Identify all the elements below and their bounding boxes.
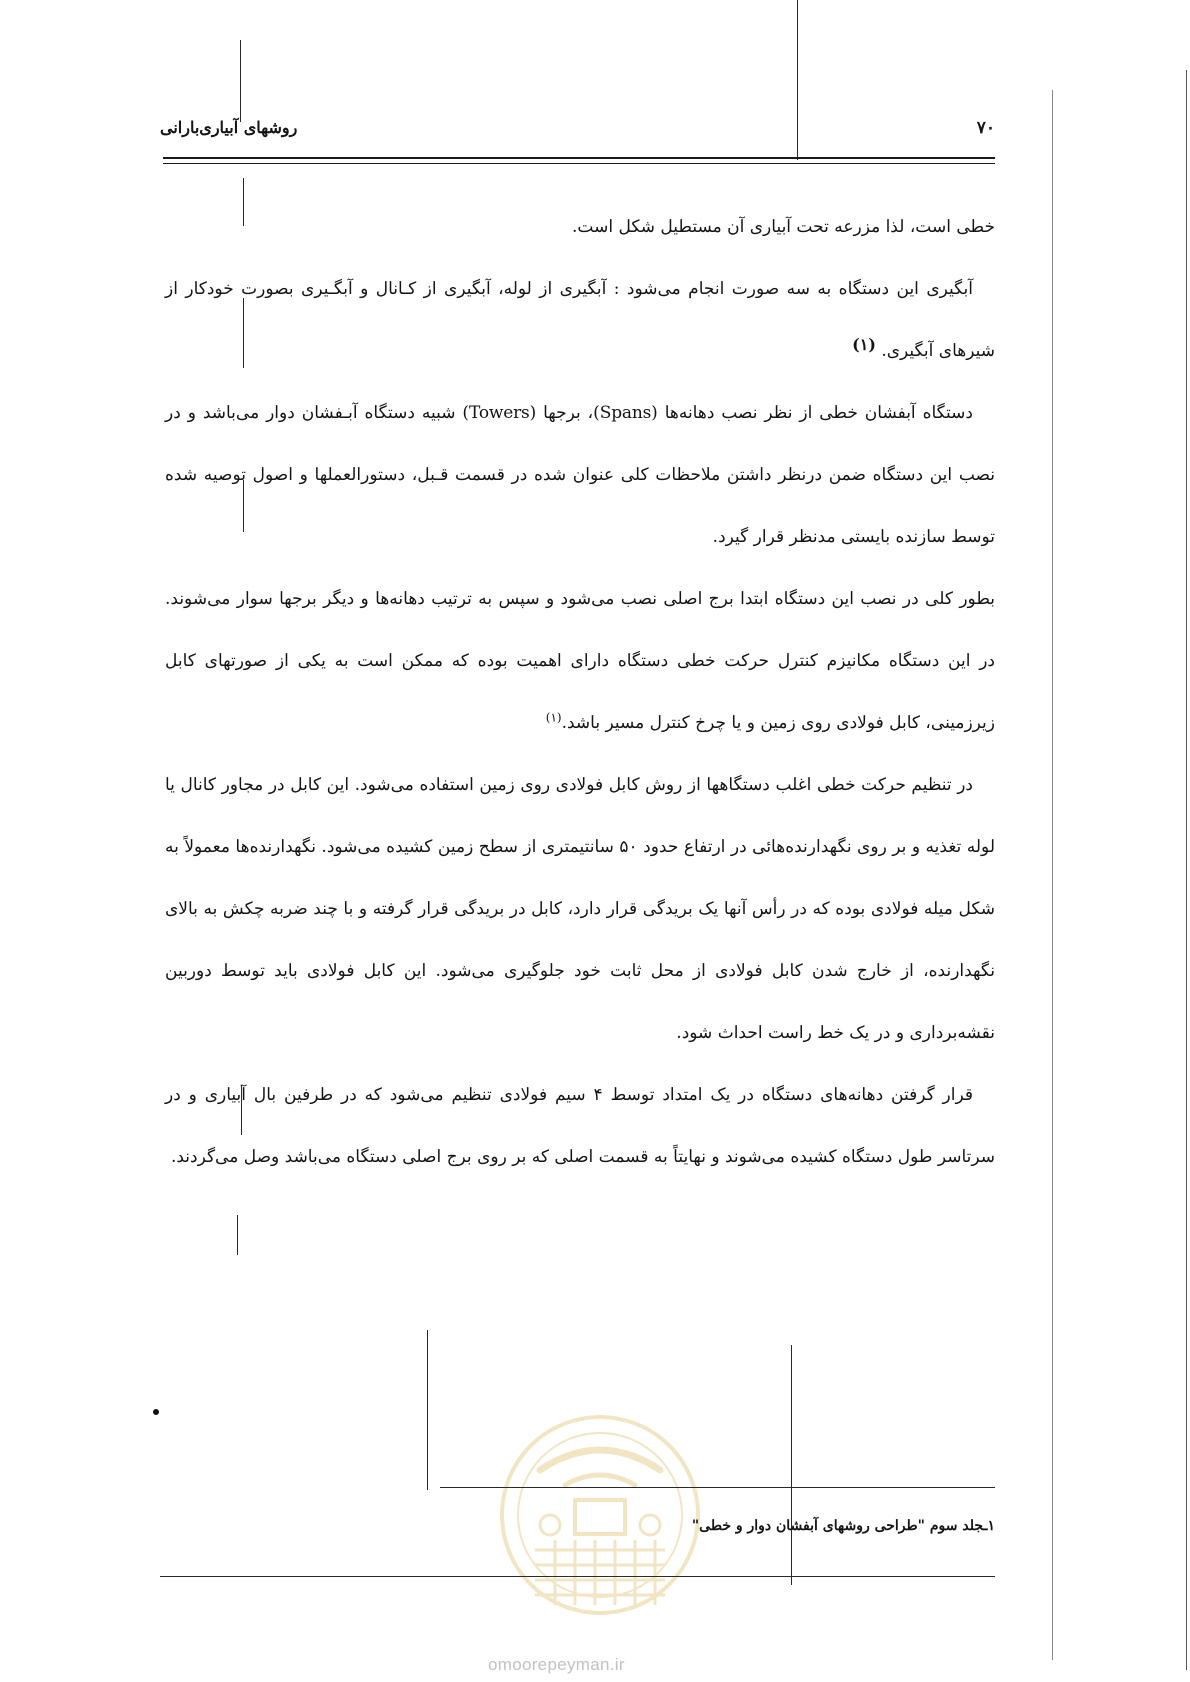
paragraph: [165, 1064, 995, 1188]
page-header: [160, 118, 995, 148]
footnote-marker: (۱): [545, 710, 562, 725]
header-rule-thin: [163, 163, 995, 164]
scan-line: [1052, 90, 1053, 1660]
header-rule: [163, 157, 995, 159]
scan-line: [240, 40, 241, 122]
paragraph-text: دستگاه آبفشان خطی از نظر نصب دهانه‌ها (Spans)، برجها (Towers) شبیه دستگاه آبـفشان دوار می‌باشد و در نصب این دستگاه ضمن درنظر داشتن ملاحظات کلی عنوان شده در قسمت قـبل، دستورالعملها و اصول توصیه شده توسط سازنده بایستی مدنظر قرار گیرد.: [165, 403, 995, 547]
paragraph-text: خطی است، لذا مزرعه تحت آبیاری آن مستطیل شکل است.: [572, 217, 995, 237]
body-text: [165, 196, 995, 1188]
scan-line: [237, 1215, 238, 1255]
scan-dot: [153, 1409, 159, 1415]
paragraph-text: بطور کلی در نصب این دستگاه ابتدا برج اصلی نصب می‌شود و سپس به ترتیب دهانه‌ها و دیگر برجها سوار می‌شوند. در این دستگاه مکانیزم کنترل حرکت خطی دستگاه دارای اهمیت بوده که ممکن است به یکی از صورتهای کابل زیرزمینی، کابل فولادی روی زمین و یا چرخ کنترل مسیر باشد.: [165, 589, 995, 733]
paragraph-text: آبگیری این دستگاه به سه صورت انجام می‌شود : آبگیری از لوله، آبگیری از کـانال و آبگـیری بصورت خودکار از شیرهای آبگیری.: [165, 279, 995, 361]
footnote: ۱ـجلد سوم "طراحی روشهای آبفشان دوار و خطی": [691, 1518, 995, 1534]
footnote-marker: (۱): [852, 335, 876, 354]
paragraph: [165, 568, 995, 754]
paragraph-text: در تنظیم حرکت خطی اغلب دستگاهها از روش کابل فولادی روی زمین استفاده می‌شود. این کابل در مجاور کانال یا لوله تغذیه و بر روی نگهدارنده‌هائی در ارتفاع حدود ۵۰ سانتیمتری از سطح زمین کشیده می‌شود. نگهدارنده‌ها معمولاً به شکل میله فولادی بوده که در رأس آنها یک بریدگی قرار دارد، کابل در بریدگی قرار گرفته و با چند ضربه چکش به بالای نگهدارنده، از خارج شدن کابل فولادی از محل ثابت خود جلوگیری می‌شود. این کابل فولادی باید توسط دوربین نقشه‌برداری و در یک خط راست احداث شود.: [165, 775, 995, 1043]
bottom-rule: [160, 1576, 995, 1577]
page-number: ۷۰: [976, 118, 995, 138]
paragraph-text: قرار گرفتن دهانه‌های دستگاه در یک امتداد توسط ۴ سیم فولادی تنظیم می‌شود که در طرفین بال آبیاری و در سرتاسر طول دستگاه کشیده می‌شوند و نهایتاً به قسمت اصلی که بر روی برج اصلی دستگاه می‌باشد وصل می‌گردند.: [165, 1085, 995, 1167]
scan-line: [1186, 70, 1187, 1670]
paragraph: [165, 196, 995, 258]
paragraph: [165, 258, 995, 382]
footnote-rule: [440, 1487, 995, 1488]
scan-line: [791, 1345, 792, 1585]
paragraph: [165, 382, 995, 568]
watermark-url: omoorepeyman.ir: [488, 1655, 625, 1674]
running-title: روشهای آبیاری‌بارانی: [160, 118, 298, 137]
scan-line: [427, 1330, 428, 1490]
paragraph: [165, 754, 995, 1064]
